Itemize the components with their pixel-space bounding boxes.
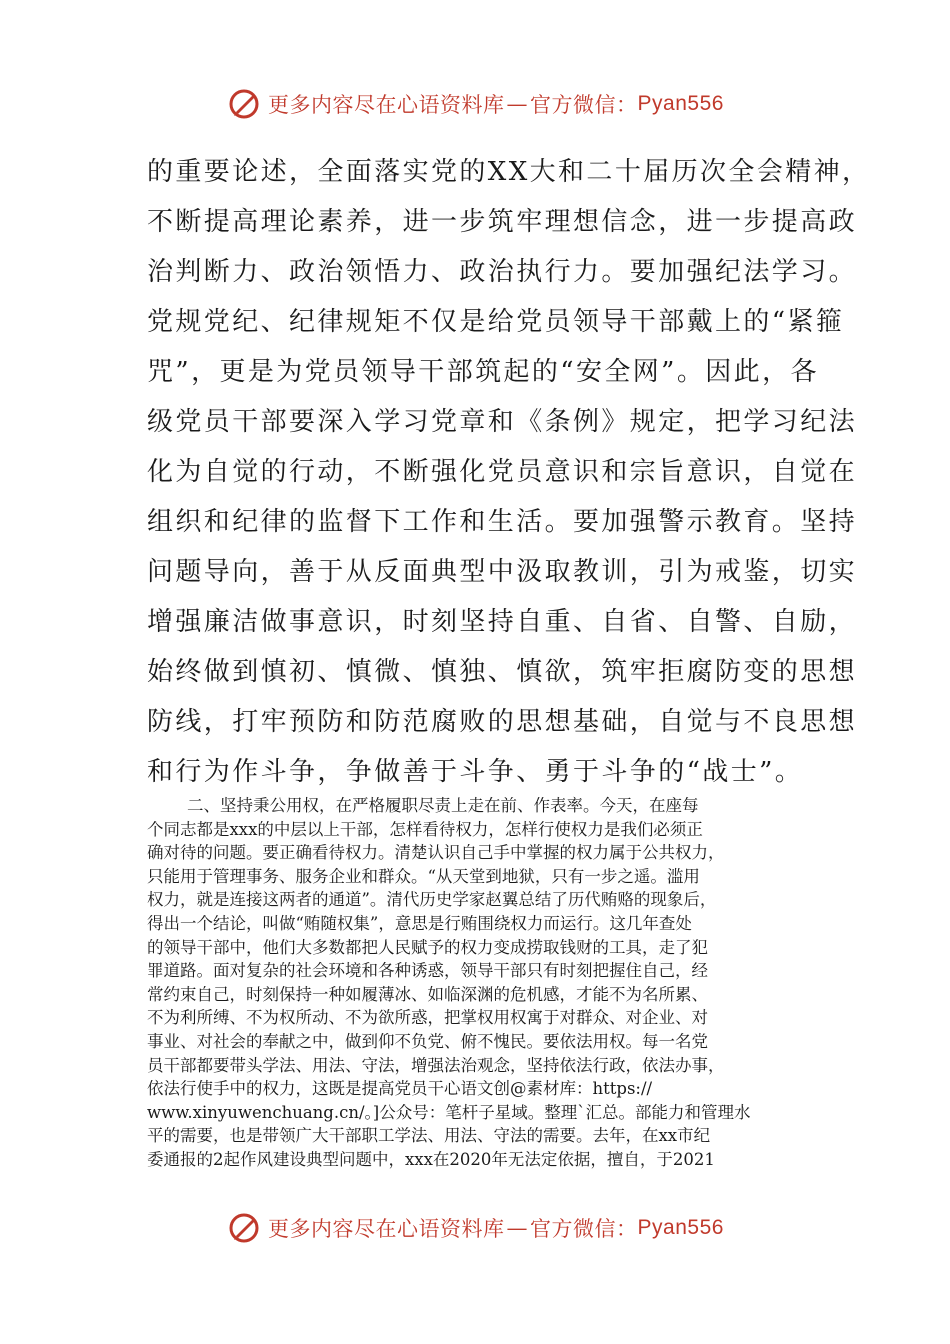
banner-text: 更多内容尽在心语资料库 xyxy=(268,1217,505,1241)
banner-text: 更多内容尽在心语资料库 xyxy=(268,93,505,117)
text-line: 事业、对社会的奉献之中，做到仰不负党、俯不愧民。要依法用权。每一名党 xyxy=(147,1031,708,1051)
text-line: 委通报的2起作风建设典型问题中，xxx在2020年无法定依据，擅自，于2021 xyxy=(147,1149,715,1169)
pen-circle-logo-icon xyxy=(226,1210,262,1246)
header-watermark-banner xyxy=(0,84,950,124)
banner-official: 官方微信： xyxy=(530,1217,638,1241)
text-line: 不断提高理论素养，进一步筑牢理想信念，进一步提高政 xyxy=(147,207,858,237)
text-line: 二、坚持秉公用权，在严格履职尽责上走在前、作表率。今天，在座每 xyxy=(187,796,699,815)
small-text-paragraph xyxy=(147,794,812,1172)
footer-watermark-banner xyxy=(0,1208,950,1248)
text-line: 级党员干部要深入学习党章和《条例》规定，把学习纪法 xyxy=(147,407,858,437)
large-text-paragraph xyxy=(147,147,871,797)
text-line: 权力，就是连接这两者的通道”。清代历史学家赵翼总结了历代贿赂的现象后， xyxy=(147,890,717,910)
banner-account: Pyan556 xyxy=(637,1216,724,1239)
banner-separator: — xyxy=(506,1216,529,1240)
text-line: 始终做到慎初、慎微、慎独、慎欲，筑牢拒腐防变的思想 xyxy=(147,657,858,687)
banner-official: 官方微信： xyxy=(530,93,638,117)
text-line: 的领导干部中，他们大多数都把人民赋予的权力变成捞取钱财的工具，走了犯 xyxy=(147,937,708,957)
text-line: www.xinyuwenchuang.cn/。]公众号：笔杆子星域。整理`汇总。部能力和管理水 xyxy=(147,1102,751,1122)
text-line: 得出一个结论，叫做“贿随权集”，意思是行贿围绕权力而运行。这几年查处 xyxy=(147,913,692,933)
text-line: 咒”，更是为党员领导干部筑起的“安全网”。因此，各 xyxy=(147,357,819,387)
banner-separator: — xyxy=(506,92,529,116)
text-line: 问题导向，善于从反面典型中汲取教训，引为戒鉴，切实 xyxy=(147,557,858,587)
text-line: 个同志都是xxx的中层以上干部，怎样看待权力，怎样行使权力是我们必须正 xyxy=(147,819,703,839)
text-line: 治判断力、政治领悟力、政治执行力。要加强纪法学习。 xyxy=(147,257,858,287)
text-line: 只能用于管理事务、服务企业和群众。“从天堂到地狱，只有一步之遥。滥用 xyxy=(147,866,700,886)
text-line: 组织和纪律的监督下工作和生活。要加强警示教育。坚持 xyxy=(147,507,858,537)
text-line: 确对待的问题。要正确看待权力。清楚认识自己手中掌握的权力属于公共权力， xyxy=(147,843,725,863)
text-line: 依法行使手中的权力，这既是提高党员干心语文创@素材库：https:// xyxy=(147,1079,653,1099)
banner-account: Pyan556 xyxy=(637,92,724,115)
text-line: 常约束自己，时刻保持一种如履薄冰、如临深渊的危机感，才能不为名所累、 xyxy=(147,984,708,1004)
text-line: 的重要论述，全面落实党的XX大和二十届历次全会精神， xyxy=(147,157,871,187)
text-line: 平的需要，也是带领广大干部职工学法、用法、守法的需要。去年，在xx市纪 xyxy=(147,1126,711,1146)
text-line: 化为自觉的行动，不断强化党员意识和宗旨意识，自觉在 xyxy=(147,457,858,487)
pen-circle-logo-icon xyxy=(226,86,262,122)
text-line: 员干部都要带头学法、用法、守法，增强法治观念，坚持依法行政，依法办事， xyxy=(147,1055,725,1075)
text-line: 不为利所缚、不为权所动、不为欲所惑，把掌权用权寓于对群众、对企业、对 xyxy=(147,1008,708,1028)
text-line: 增强廉洁做事意识，时刻坚持自重、自省、自警、自励， xyxy=(147,607,858,637)
text-line: 和行为作斗争，争做善于斗争、勇于斗争的“战士”。 xyxy=(147,757,804,787)
text-line: 防线，打牢预防和防范腐败的思想基础，自觉与不良思想 xyxy=(147,707,858,737)
text-line: 罪道路。面对复杂的社会环境和各种诱惑，领导干部只有时刻把握住自己，经 xyxy=(147,961,708,981)
text-line: 党规党纪、纪律规矩不仅是给党员领导干部戴上的“紧箍 xyxy=(147,307,845,337)
